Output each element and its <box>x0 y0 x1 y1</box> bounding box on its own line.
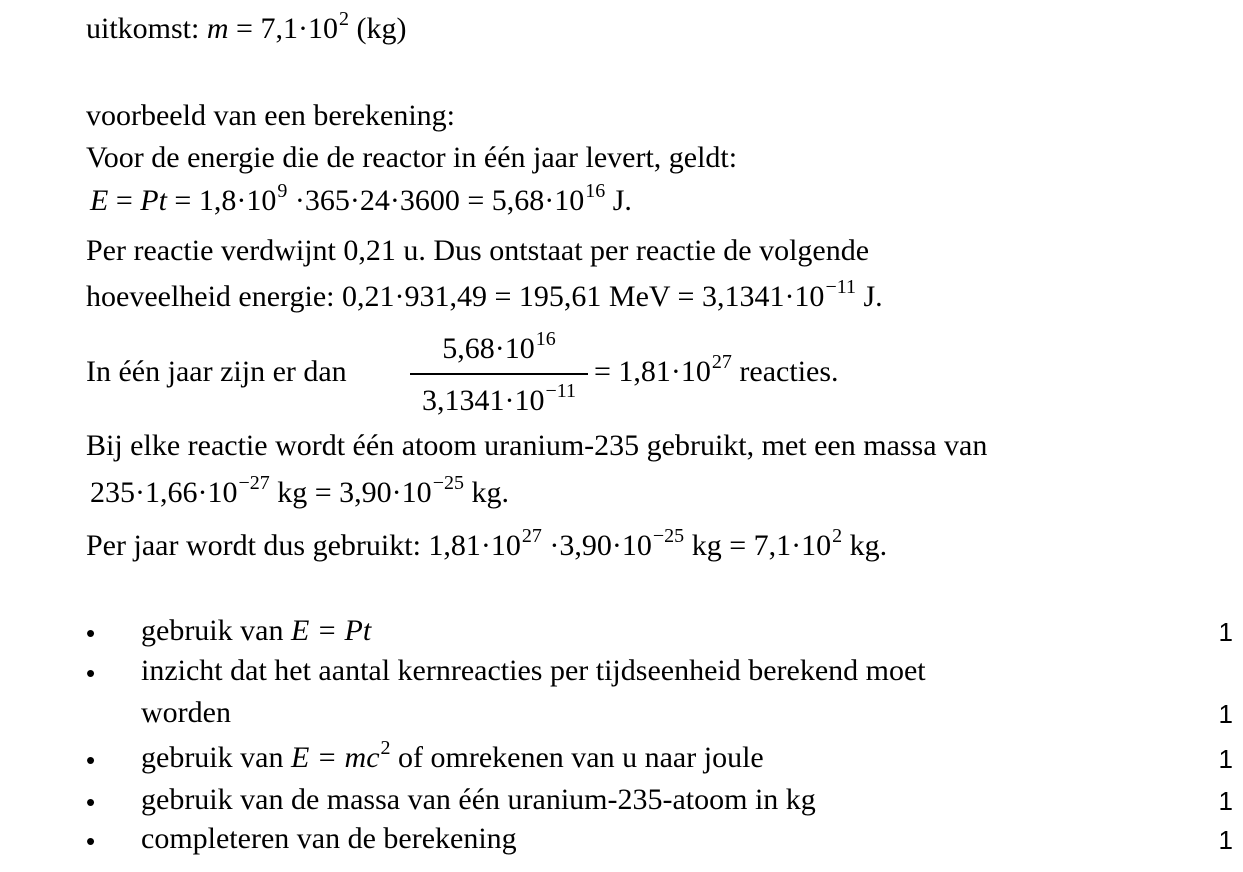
criterium-5: completeren van de berekening <box>141 822 517 855</box>
breuk-noemer: $3,1341\cdot 10^{-11}$ <box>421 380 577 417</box>
energie-formule: $E = Pt = 1,8\cdot 10^9 \cdot 365\cdot 24\cdot 3600 = 5,68\cdot 10^{16}$ J. <box>90 180 632 217</box>
jaar-zin-text: In één jaar zijn er dan <box>86 355 347 388</box>
breuk-teller: $5,68\cdot 10^{16}$ <box>442 328 556 365</box>
score-3: 1 <box>1218 744 1233 774</box>
massa-formule: $235\cdot 1,66\cdot 10^{-27}$ kg = $3,90\cdot 10^{-25}$ kg. <box>90 472 509 509</box>
uitkomst-line <box>86 8 407 45</box>
voorbeeld-label: voorbeeld van een berekening: <box>86 99 456 132</box>
reactie-zin: Per reactie verdwijnt 0,21 u. Dus ontstaat per reactie de volgende <box>86 234 870 267</box>
breuk-streep <box>410 373 588 375</box>
uitkomst-unit: (kg) <box>348 12 407 45</box>
bullet-icon: • <box>86 618 96 648</box>
criterium-2-vervolg: worden <box>141 696 231 729</box>
jaar-gebruik: Per jaar wordt dus gebruikt: $1,81\cdot 10^{27} \cdot 3,90\cdot 10^{-25}$ kg = $7,1\cdot 10^2$ kg. <box>86 525 888 562</box>
criterium-3: gebruik van $E = mc^2$ of omrekenen van u naar joule <box>141 737 764 774</box>
uitkomst-exp: 2 <box>338 8 349 30</box>
score-1: 1 <box>1218 617 1233 647</box>
score-2: 1 <box>1218 699 1233 729</box>
hoeveelheid-line: hoeveelheid energie: 0,21·931,49 = 195,61 MeV = $3,1341\cdot 10^{-11}$ J. <box>86 276 883 313</box>
uitkomst-var: m <box>206 12 229 45</box>
bullet-icon: • <box>86 658 96 688</box>
uitkomst-value: = 7,1·10 <box>228 12 338 45</box>
atoom-zin: Bij elke reactie wordt één atoom uranium-235 gebruikt, met een massa van <box>86 429 988 462</box>
bullet-icon: • <box>86 745 96 775</box>
criterium-1: gebruik van E = Pt <box>141 614 372 647</box>
uitkomst-label: uitkomst: <box>86 12 200 45</box>
score-4: 1 <box>1218 786 1233 816</box>
criterium-4: gebruik van de massa van één uranium-235-atoom in kg <box>141 783 816 816</box>
criterium-2: inzicht dat het aantal kernreacties per tijdseenheid berekend moet <box>141 654 926 687</box>
score-5: 1 <box>1218 825 1233 855</box>
jaar-zin-result: = $1,81\cdot 10^{27}$ reacties. <box>594 351 839 388</box>
energie-intro: Voor de energie die de reactor in één jaar levert, geldt: <box>86 141 738 174</box>
bullet-icon: • <box>86 787 96 817</box>
bullet-icon: • <box>86 826 96 856</box>
